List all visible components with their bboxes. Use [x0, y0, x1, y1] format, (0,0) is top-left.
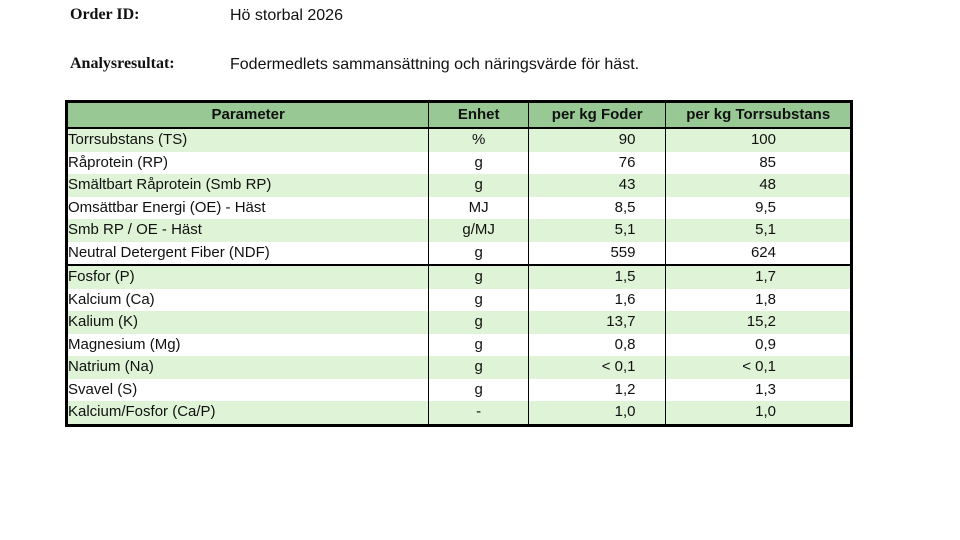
per-kg-ts-cell: 1,3 — [666, 379, 852, 402]
per-kg-ts-cell: 1,7 — [666, 265, 852, 289]
unit-cell: MJ — [429, 197, 529, 220]
parameter-cell: Kalcium (Ca) — [67, 289, 429, 312]
table-row — [67, 289, 852, 312]
unit-cell: g — [429, 379, 529, 402]
per-kg-ts-cell: 48 — [666, 174, 852, 197]
per-kg-ts-cell: 1,0 — [666, 401, 852, 425]
per-kg-ts-cell: 1,8 — [666, 289, 852, 312]
unit-cell: g — [429, 242, 529, 266]
parameter-cell: Kalcium/Fosfor (Ca/P) — [67, 401, 429, 425]
per-kg-foder-cell: 76 — [528, 152, 666, 175]
unit-cell: g — [429, 265, 529, 289]
analysresultat-value: Fodermedlets sammansättning och näringsvärde för häst. — [230, 56, 640, 73]
table-row — [67, 334, 852, 357]
per-kg-foder-cell: 1,5 — [528, 265, 666, 289]
per-kg-foder-cell: 0,8 — [528, 334, 666, 357]
table-row — [67, 174, 852, 197]
unit-cell: g — [429, 356, 529, 379]
per-kg-ts-cell: 15,2 — [666, 311, 852, 334]
order-id-value: Hö storbal 2026 — [230, 7, 343, 24]
table-row — [67, 265, 852, 289]
table-row — [67, 197, 852, 220]
per-kg-ts-cell: 9,5 — [666, 197, 852, 220]
per-kg-ts-cell: 0,9 — [666, 334, 852, 357]
parameter-cell: Svavel (S) — [67, 379, 429, 402]
unit-cell: % — [429, 128, 529, 152]
per-kg-ts-cell: 85 — [666, 152, 852, 175]
column-header-per-kg-foder: per kg Foder — [528, 102, 666, 129]
per-kg-foder-cell: 5,1 — [528, 219, 666, 242]
parameter-cell: Omsättbar Energi (OE) - Häst — [67, 197, 429, 220]
unit-cell: g/MJ — [429, 219, 529, 242]
table-row — [67, 242, 852, 266]
table-row — [67, 152, 852, 175]
table-row — [67, 401, 852, 425]
table-row — [67, 356, 852, 379]
per-kg-foder-cell: 1,6 — [528, 289, 666, 312]
column-header-enhet: Enhet — [429, 102, 529, 129]
column-header-parameter: Parameter — [67, 102, 429, 129]
parameter-cell: Magnesium (Mg) — [67, 334, 429, 357]
table-row — [67, 311, 852, 334]
table-row — [67, 219, 852, 242]
order-id-label: Order ID: — [70, 6, 140, 23]
table-row — [67, 128, 852, 152]
unit-cell: g — [429, 152, 529, 175]
parameter-cell: Kalium (K) — [67, 311, 429, 334]
per-kg-foder-cell: 43 — [528, 174, 666, 197]
column-header-per-kg-torrsubstans: per kg Torrsubstans — [666, 102, 852, 129]
unit-cell: - — [429, 401, 529, 425]
unit-cell: g — [429, 174, 529, 197]
unit-cell: g — [429, 289, 529, 312]
per-kg-foder-cell: 90 — [528, 128, 666, 152]
table-row — [67, 379, 852, 402]
per-kg-foder-cell: 8,5 — [528, 197, 666, 220]
per-kg-ts-cell: < 0,1 — [666, 356, 852, 379]
per-kg-ts-cell: 624 — [666, 242, 852, 266]
parameter-cell: Natrium (Na) — [67, 356, 429, 379]
per-kg-ts-cell: 100 — [666, 128, 852, 152]
per-kg-ts-cell: 5,1 — [666, 219, 852, 242]
per-kg-foder-cell: 1,2 — [528, 379, 666, 402]
per-kg-foder-cell: 13,7 — [528, 311, 666, 334]
unit-cell: g — [429, 334, 529, 357]
analysresultat-label: Analysresultat: — [70, 55, 175, 72]
analysis-table — [65, 100, 853, 427]
per-kg-foder-cell: 1,0 — [528, 401, 666, 425]
parameter-cell: Fosfor (P) — [67, 265, 429, 289]
parameter-cell: Råprotein (RP) — [67, 152, 429, 175]
parameter-cell: Neutral Detergent Fiber (NDF) — [67, 242, 429, 266]
parameter-cell: Smb RP / OE - Häst — [67, 219, 429, 242]
parameter-cell: Smältbart Råprotein (Smb RP) — [67, 174, 429, 197]
table-header-row — [67, 102, 852, 129]
parameter-cell: Torrsubstans (TS) — [67, 128, 429, 152]
per-kg-foder-cell: 559 — [528, 242, 666, 266]
per-kg-foder-cell: < 0,1 — [528, 356, 666, 379]
unit-cell: g — [429, 311, 529, 334]
